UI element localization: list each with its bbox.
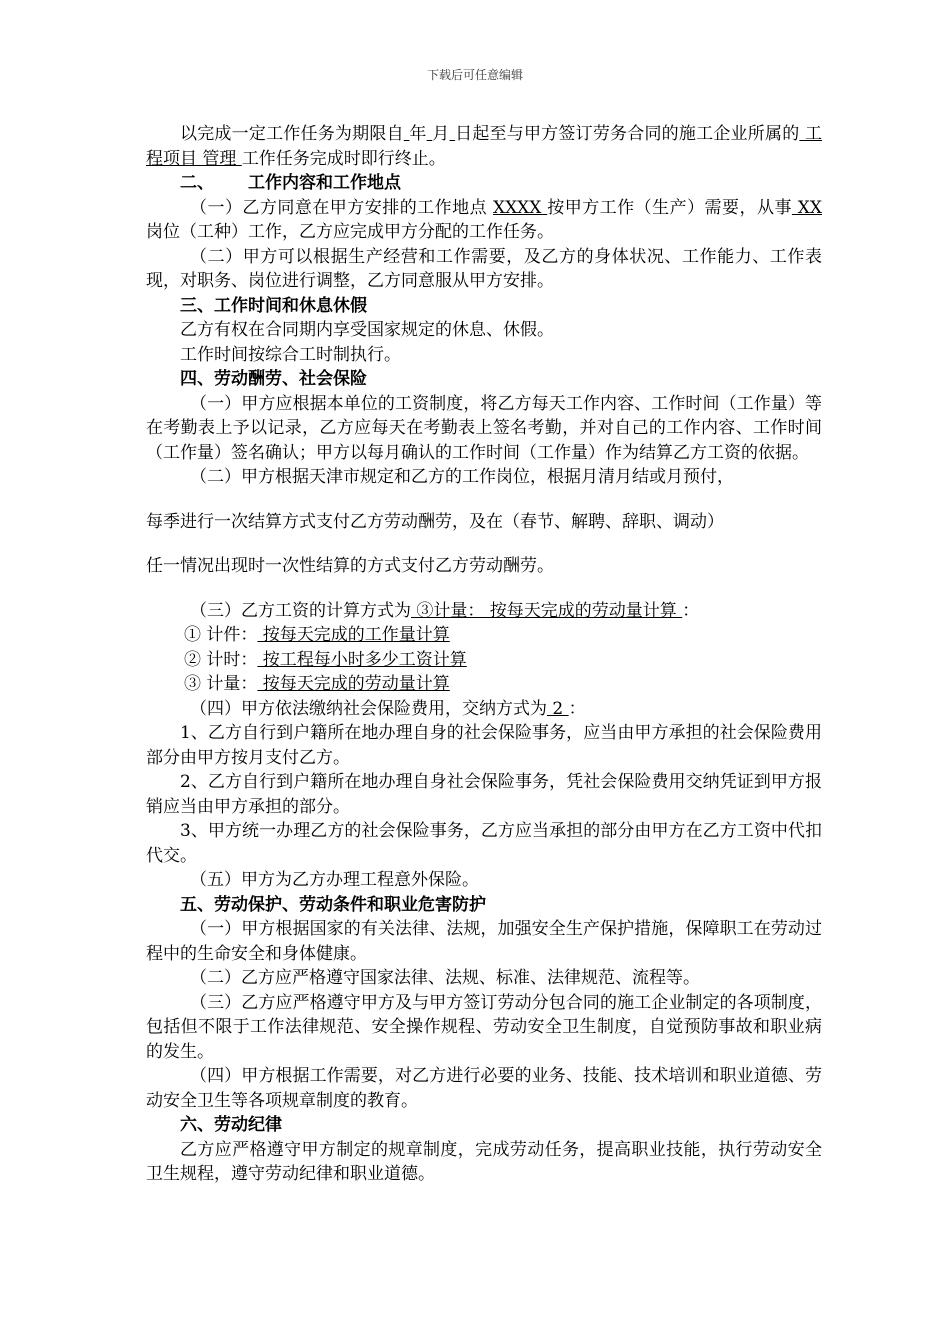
wage-option-quantity-field: 按每天完成的劳动量计算 bbox=[257, 674, 450, 694]
section-2-heading: 二、 工作内容和工作地点 bbox=[180, 173, 401, 193]
section-4-item-1: 1、乙方自行到户籍所在地办理自身的社会保险事务，应当由甲方承担的社会保险费用部分由甲方按月支付乙方。 bbox=[146, 723, 822, 768]
position-field: XX bbox=[791, 197, 823, 218]
wage-method-field: ③计量： 按每天完成的劳动量计算 bbox=[411, 600, 683, 621]
section-5-para-4: （四）甲方根据工作需要，对乙方进行必要的业务、技能、技术培训和职业道德、劳动安全卫生等各项规章制度的教育。 bbox=[146, 1066, 822, 1111]
section-4-para-1: （一）甲方应根据本单位的工资制度，将乙方每天工作内容、工作时间（工作量）等在考勤表上予以记录，乙方应每天在考勤表上签名考勤，并对自己的工作内容、工作时间（工作量）签名确认；甲方以每月确认的工作时间（工作量）作为结算乙方工资的依据。 bbox=[146, 393, 822, 463]
section-4-item-3: 3、甲方统一办理乙方的社会保险事务，乙方应当承担的部分由甲方在乙方工资中代扣代交。 bbox=[146, 821, 822, 866]
section-4-item-2: 2、乙方自行到户籍所在地办理自身社会保险事务，凭社会保险费用交纳凭证到甲方报销应当由甲方承担的部分。 bbox=[146, 772, 822, 817]
section-3-para-1: 乙方有权在合同期内享受国家规定的休息、休假。 bbox=[180, 320, 554, 340]
section-4-para-2-line-3: 任一情况出现时一次性结算的方式支付乙方劳动酬劳。 bbox=[146, 556, 554, 576]
work-location-field: XXXX bbox=[492, 197, 548, 218]
wage-option-time-field: 按工程每小时多少工资计算 bbox=[257, 649, 467, 670]
section-4-heading: 四、劳动酬劳、社会保险 bbox=[180, 369, 367, 389]
section-4-para-2-line-2: 每季进行一次结算方式支付乙方劳动酬劳，及在（春节、解聘、辞职、调动） bbox=[146, 511, 724, 532]
wage-option-quantity: ③ 计量： 按每天完成的劳动量计算 bbox=[184, 674, 450, 694]
document-body bbox=[146, 122, 822, 1187]
insurance-method-field: 2 bbox=[547, 698, 569, 719]
project-field: 工程项目 bbox=[146, 124, 823, 169]
section-4-para-4: （四）甲方依法缴纳社会保险费用，交纳方式为 2 ： bbox=[190, 698, 586, 719]
section-3-heading: 三、工作时间和休息休假 bbox=[180, 295, 367, 316]
section-5-para-1: （一）甲方根据国家的有关法律、法规，加强安全生产保护措施，保障职工在劳动过程中的生命安全和身体健康。 bbox=[146, 919, 822, 964]
section-4-para-3: （三）乙方工资的计算方式为 ③计量： 按每天完成的劳动量计算 ： bbox=[190, 600, 700, 621]
page-header: 下载后可任意编辑 bbox=[426, 68, 523, 82]
wage-option-piece-field: 按每天完成的工作量计算 bbox=[257, 625, 450, 645]
wage-option-time: ② 计时： 按工程每小时多少工资计算 bbox=[184, 649, 467, 670]
section-5-heading: 五、劳动保护、劳动条件和职业危害防护 bbox=[180, 894, 486, 915]
task-field: 管理 bbox=[197, 148, 242, 169]
section-5-para-3: （三）乙方应严格遵守甲方及与甲方签订劳动分包合同的施工企业制定的各项制度，包括但不限于工作法律规范、安全操作规程、劳动安全卫生制度，自觉预防事故和职业病的发生。 bbox=[146, 992, 822, 1062]
section-4-para-5: （五）甲方为乙方办理工程意外保险。 bbox=[190, 870, 479, 890]
intro-paragraph: 以完成一定工作任务为期限自 年 月 日起至与甲方签订劳务合同的施工企业所属的 工程项目 管理 工作任务完成时即行终止。 bbox=[146, 124, 823, 169]
section-2-para-1: （一）乙方同意在甲方安排的工作地点 XXXX 按甲方工作（生产）需要，从事 XX 岗位（工种）工作，乙方应完成甲方分配的工作任务。 bbox=[146, 197, 823, 242]
section-6-heading: 六、劳动纪律 bbox=[180, 1115, 282, 1135]
section-2-para-2: （二）甲方可以根据生产经营和工作需要，及乙方的身体状况、工作能力、工作表现，对职务、岗位进行调整，乙方同意服从甲方安排。 bbox=[146, 246, 822, 291]
wage-option-piece: ① 计件： 按每天完成的工作量计算 bbox=[184, 625, 450, 645]
section-3-para-2: 工作时间按综合工时制执行。 bbox=[180, 344, 401, 365]
section-6-para-1: 乙方应严格遵守甲方制定的规章制度，完成劳动任务，提高职业技能，执行劳动安全卫生规程，遵守劳动纪律和职业道德。 bbox=[146, 1139, 822, 1184]
section-4-para-2-line-1: （二）甲方根据天津市规定和乙方的工作岗位，根据月清月结或月预付， bbox=[190, 467, 734, 487]
section-5-para-2: （二）乙方应严格遵守国家法律、法规、标准、法律规范、流程等。 bbox=[190, 968, 700, 988]
